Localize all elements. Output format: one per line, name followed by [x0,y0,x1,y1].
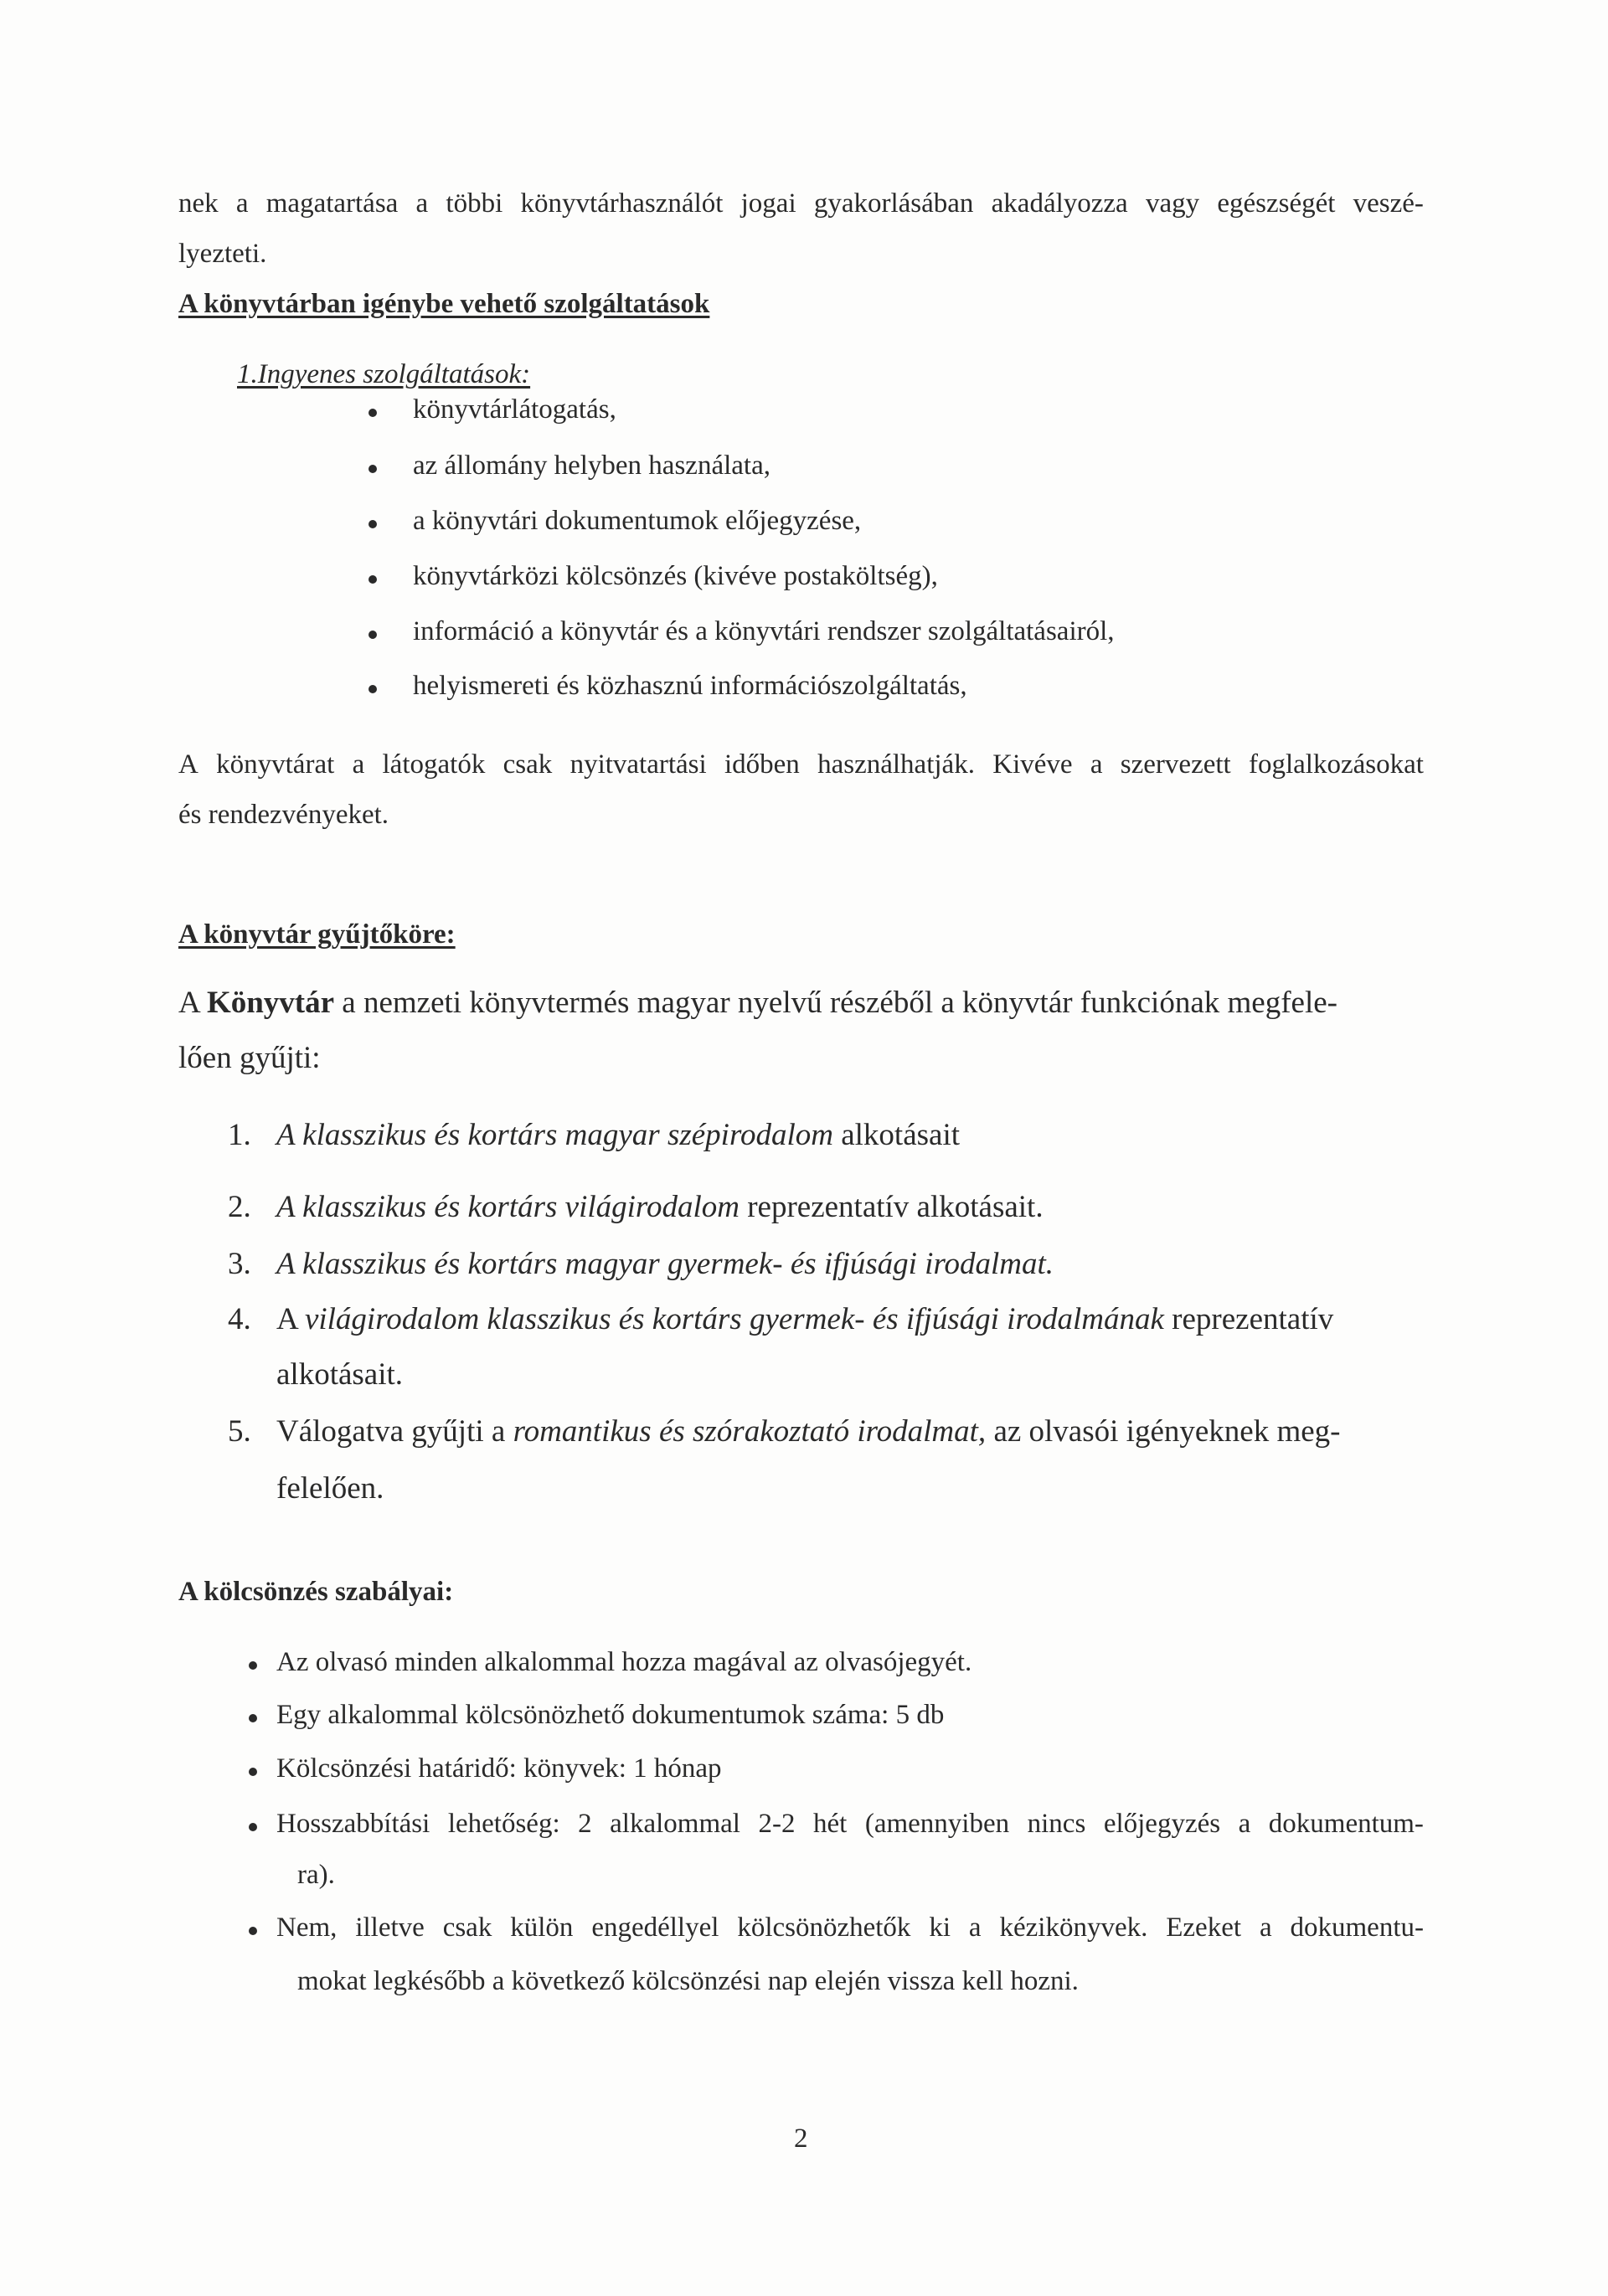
page-number: 2 [794,2124,808,2154]
bullet-icon [368,409,377,417]
list-item-line-2: alkotásait. [276,1357,404,1392]
list-item-italic: A klasszikus és kortárs világirodalom [276,1190,740,1224]
bullet-icon [368,465,377,473]
list-item: könyvtárlátogatás, [413,394,616,425]
list-item [276,1300,1333,1340]
list-item-rest: reprezentatív [1163,1302,1334,1336]
list-item-italic: A klasszikus és kortárs magyar gyermek- és ifjúsági irodalmat. [276,1247,1054,1281]
opening-note-line-2: és rendezvényeket. [178,800,389,830]
list-item [276,1115,960,1156]
list-item-italic: világirodalom klasszikus és kortárs gyermek- és ifjúsági irodalmának [304,1302,1164,1336]
list-item-text: Hosszabbítási lehetőség: 2 alkalommal 2-2 hét (amennyiben nincs előjegyzés a dokumentum- [276,1809,1424,1839]
bullet-icon [249,1714,257,1722]
list-item: az állomány helyben használata, [413,450,770,481]
list-item: Egy alkalommal kölcsönözhető dokumentumok száma: 5 db [276,1700,945,1730]
bullet-icon [249,1661,257,1670]
collection-intro-bold: Könyvtár [206,986,335,1020]
list-item: Kölcsönzési határidő: könyvek: 1 hónap [276,1753,722,1784]
collection-intro-a: A [178,986,207,1020]
bullet-icon [368,575,377,584]
bullet-icon [368,685,377,693]
list-item [276,1910,1424,1946]
list-number: 5. [228,1414,251,1449]
free-services-heading: 1.Ingyenes szolgáltatások: [237,359,531,389]
opening-note-line-1 [178,747,1424,783]
list-item-rest: az olvasói igényeknek meg- [986,1414,1341,1449]
continuation-line-1 [178,186,1424,222]
list-item [276,1187,1044,1228]
collection-heading: A könyvtár gyűjtőköre: [178,919,456,950]
continuation-text-1: nek a magatartása a többi könyvtárhasználót jogai gyakorlásában akadályozza vagy egészségét veszé- [178,188,1424,219]
list-item-italic: romantikus és szórakoztató irodalmat, [513,1414,987,1449]
list-item-pre: A [276,1302,305,1336]
bullet-icon [249,1768,257,1776]
list-item-rest: alkotásait [832,1118,961,1152]
list-item [276,1412,1340,1452]
list-item-pre: Válogatva gyűjti a [276,1414,513,1449]
list-item-text: Nem, illetve csak külön engedéllyel kölcsönözhetők ki a kézikönyvek. Ezeket a dokumentu- [276,1912,1424,1943]
bullet-icon [249,1823,257,1831]
opening-note-text-1: A könyvtárat a látogatók csak nyitvatartási időben használhatják. Kivéve a szervezett foglalkozásokat [178,749,1424,780]
bullet-icon [249,1927,257,1935]
list-number: 2. [228,1190,251,1224]
list-item: helyismereti és közhasznú információszolgáltatás, [413,671,967,701]
list-item-line-2: ra). [297,1860,335,1890]
services-heading: A könyvtárban igénybe vehető szolgáltatások [178,289,710,319]
collection-intro-b: a nemzeti könyvtermés magyar nyelvű részéből a könyvtár funkciónak megfele- [334,986,1337,1020]
list-item: a könyvtári dokumentumok előjegyzése, [413,506,862,536]
list-item: Az olvasó minden alkalommal hozza magával az olvasójegyét. [276,1647,972,1677]
list-item [276,1244,1054,1284]
continuation-line-2: lyezteti. [178,239,267,269]
list-item: könyvtárközi kölcsönzés (kivéve postaköltség), [413,561,938,591]
bullet-icon [368,520,377,528]
collection-intro-line-1 [178,983,1337,1023]
list-item-rest: reprezentatív alkotásait. [739,1190,1044,1224]
collection-intro-line-2: lően gyűjti: [178,1041,321,1075]
list-item [276,1806,1424,1842]
lending-heading: A kölcsönzés szabályai: [178,1577,454,1607]
list-number: 1. [228,1118,251,1152]
list-item-line-2: mokat legkésőbb a következő kölcsönzési nap elején vissza kell hozni. [297,1966,1079,1996]
list-number: 4. [228,1302,251,1336]
list-item-italic: A klasszikus és kortárs magyar szépirodalom [276,1118,833,1152]
bullet-icon [368,631,377,639]
list-item: információ a könyvtár és a könyvtári rendszer szolgáltatásairól, [413,616,1115,646]
list-number: 3. [228,1247,251,1281]
list-item-line-2: felelően. [276,1471,384,1506]
